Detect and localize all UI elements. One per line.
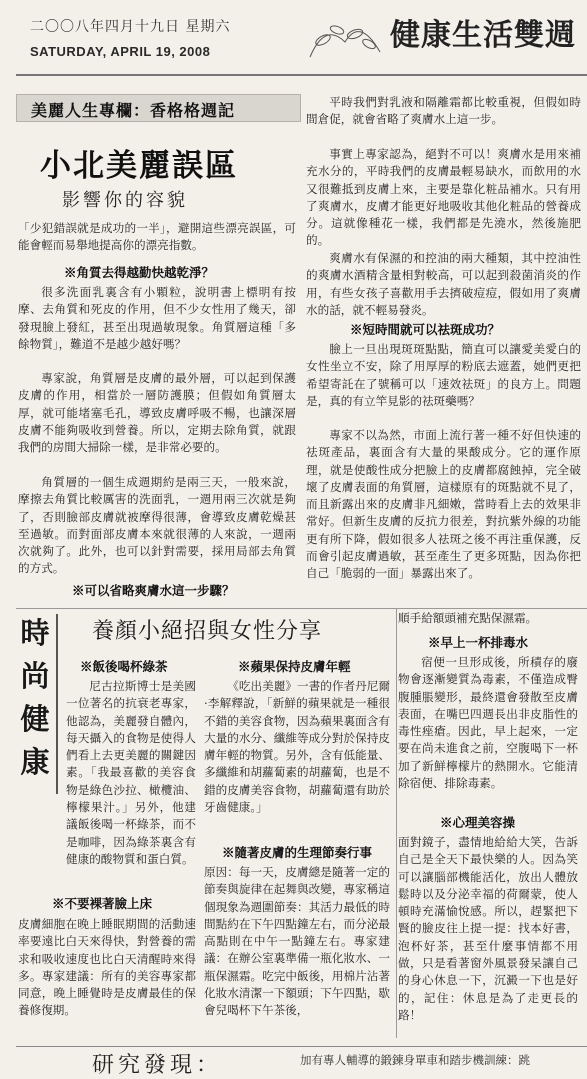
- paragraph: 事實上專家認為，絕對不可以！爽膚水是用來補充水分的，平時我們的皮膚最輕易缺水，而飲用的水又很難抵到皮膚上來，主要是靠化粧品補水。只有用了爽膚水，皮膚才能更好地吸收其他化粧品的營養成分。這就像種花一樣，我們都是先澆水，然後施肥的。: [306, 147, 581, 248]
- subhead-detox-water: ※早上一杯排毒水: [428, 635, 529, 650]
- tips-box-border: [396, 608, 397, 1038]
- paragraph: 很多洗面乳裏含有小顆粒，說明書上標明有按摩、去角質和死皮的作用，但不少女性用了幾天，卻發現臉上發紅，甚至出現過敏現象。角質層這種「多餘物質」，難道不是越少越好嗎？: [18, 285, 296, 351]
- article-title: 小北美麗誤區: [40, 148, 238, 184]
- vertical-label-char: 康: [20, 745, 50, 779]
- column-banner-text: 美麗人生專欄：香格格週記: [31, 101, 236, 120]
- vertical-section-label: [18, 612, 52, 792]
- leaf-ornament-icon: [305, 12, 385, 62]
- subhead-mind-exercise: ※心理美容操: [440, 815, 516, 830]
- section-title: 健康生活雙週: [390, 18, 576, 53]
- paragraph: 專家說，角質層是皮膚的最外層，可以起到保護皮膚的作用，相當於一層防護膜；但假如角質層太厚，就可能堵塞毛孔，導致皮膚呼吸不暢，也讓深層皮膚不能夠吸收到營養。所以，定期去除角質，就跟我們的房間大掃除一樣，是非常必要的。: [18, 371, 296, 455]
- paragraph: 專家不以為然，市面上流行著一種不好但快速的祛斑產品，裏面含有大量的果酸成分。它的運作原理，就是使酸性成分把臉上的皮膚都腐蝕掉，完全破壞了皮膚表面的角質層，這樣原有的斑點就不見了，而且新露出來的皮膚非凡細嫩，當時看上去的效果非常好。但新生皮膚的反抗力很差，對抗紫外線的功能更有所下降，假如很多人祛斑之後不再注重保護，反而會引起皮膚過敏，甚至產生了更多斑點，因為你把自己「脆弱的一面」暴露出來了。: [306, 428, 581, 581]
- vertical-label-char: 健: [20, 702, 50, 736]
- header-date-chinese: 二〇〇八年四月十九日 星期六: [30, 19, 231, 35]
- vertical-label-bar: [56, 614, 58, 794]
- subhead-green-tea: ※飯後喝杯綠茶: [80, 659, 168, 674]
- subhead-apple: ※蘋果保持皮膚年輕: [238, 659, 351, 674]
- article-subtitle: 影響你的容貌: [62, 190, 188, 211]
- footer-rule: [16, 1046, 587, 1047]
- subhead-toner: ※可以省略爽膚水這一步驟？: [72, 583, 235, 598]
- subhead-spot-removal: ※短時間就可以祛斑成功？: [350, 322, 501, 337]
- section-divider: [16, 608, 587, 609]
- paragraph: 臉上一旦出現斑斑點點，簡直可以讓愛美愛白的女性坐立不安，除了用厚厚的粉底去遮蓋，她們更把希望寄託在了號稱可以「速效祛斑」的良方上。問題是，真的有立竿見影的祛斑藥嗎？: [306, 342, 581, 408]
- paragraph: 尼古拉斯博士是美國一位著名的抗衰老專家，他認為，美麗發自體內，每天攝入的食物是使得人們看上去更美麗的關鍵因素。「我最喜歡的美容食物是綠色沙拉、橄欖油、檸檬果汁。」另外，他建議飯後喝一杯綠茶，而不是咖啡，因為綠茶裏含有健康的酸物質和蛋白質。: [66, 679, 196, 866]
- footer-text: 加有專人輔導的鍛鍊身單車和踏步機訓練：跳: [300, 1053, 530, 1067]
- subhead-skin-rhythm: ※隨著皮膚的生理節奏行事: [222, 845, 373, 860]
- paragraph: 面對鏡子，盡情地給給大笑，告訴自己是全天下最快樂的人。因為笑可以讓腦部機能活化，放出人體放鬆時以及分泌幸福的荷爾蒙，使人頓時充滿愉悅感。所以，趕緊把下賢的臉皮往上提一提：找本好書，泡杯好茶，甚至什麼事情都不用做，只是看著窗外風景發呆讓自己的身心休息一下，沉澱一下也是好的，記住：休息是為了走更長的路！: [398, 835, 578, 1022]
- tips-section-title: 養顏小絕招與女性分享: [92, 619, 323, 644]
- subhead-no-bare-face: ※不要裸著臉上床: [52, 896, 153, 911]
- footer-heading: 研究發現：: [92, 1053, 223, 1078]
- vertical-label-char: 尚: [20, 659, 50, 693]
- column-banner: [16, 94, 301, 122]
- vertical-label-char: 時: [20, 616, 50, 650]
- article-intro: 「少犯錯誤就是成功的一半」，避開這些漂亮誤區，可能會輕而易舉地提高你的漂亮指數。: [18, 221, 296, 253]
- paragraph-continued: [18, 816, 196, 886]
- paragraph: 《吃出美麗》一書的作者丹尼爾·李解釋說，「新鮮的蘋果就是一種很不錯的美容食物，因為蘋果裏面含有大量的水分、纖維等成分對於保持皮膚年輕的物質。另外，含有低能量、多纖維和胡蘿蔔素的胡蘿蔔，也是不錯的皮膚美容食物，胡蘿蔔還有助於牙齒健康。」: [204, 679, 390, 815]
- paragraph: 平時我們對乳液和隔離霜都比較重視，但假如時間倉促，就會省略了爽膚水上這一步。: [306, 95, 581, 127]
- paragraph: 皮膚細胞在晚上睡眠期間的活動速率要遠比白天來得快，對營養的需求和吸收速度也比白天清醒時來得多。專家建議：所有的美容專家都同意，晚上睡覺時是皮膚最佳的保養修復期。: [18, 917, 196, 1018]
- paragraph: 宿便一旦形成後，所積存的廢物會逐漸變質為毒素，不僅造成臀腹腫脹變形，最終還會發散至皮膚表面，在嘴巴四週長出非皮脂性的毒性痤瘡。因此，早上起來，一定要在尚未進食之前，空腹喝下一杯加了新鮮檸檬片的熱開水。它能清除宿便、排除毒素。: [398, 655, 578, 791]
- paragraph: 爽膚水有保濕的和控油的兩大種類，其中控油性的爽膚水酒精含量相對較高，可以起到殺菌消炎的作用，有些女孩子喜歡用手去擠破痘痘，假如用了爽膚水的話，就不輕易發炎。: [306, 251, 581, 317]
- subhead-exfoliation: ※角質去得越勤快越乾淨？: [64, 265, 215, 280]
- page-header: [0, 0, 587, 78]
- paragraph: 順手給額頭補充點保濕霜。: [398, 611, 538, 625]
- header-rule: [16, 74, 587, 76]
- header-date-english: SATURDAY, APRIL 19, 2008: [30, 44, 211, 59]
- paragraph: 原因：每一天，皮膚總是隨著一定的節奏與旋律在起舞與改變，專家稱這個現象為週圍節奏：其活力最低的時間點約在下午四點鐘左右，而分泌最高點則在中午一點鐘左右。專家建議：在辦公室裏準備一瓶化妝水、一瓶保濕霜。吃完中飯後，用棉片沾著化妝水清潔一下額頭；下午四點，歇會兒喝杯下午茶後，: [204, 865, 390, 1018]
- paragraph: 角質層的一個生成週期約是兩三天，一般來說，摩擦去角質比較厲害的洗面乳，一週用兩三次就是夠了，否則臉部皮膚就被摩得很薄，會導致皮膚乾燥甚至過敏。而對面部皮膚本來就很薄的人來說，一週兩次就夠了。此外，也可以針對需要，採用局部去角質的方式。: [18, 475, 296, 576]
